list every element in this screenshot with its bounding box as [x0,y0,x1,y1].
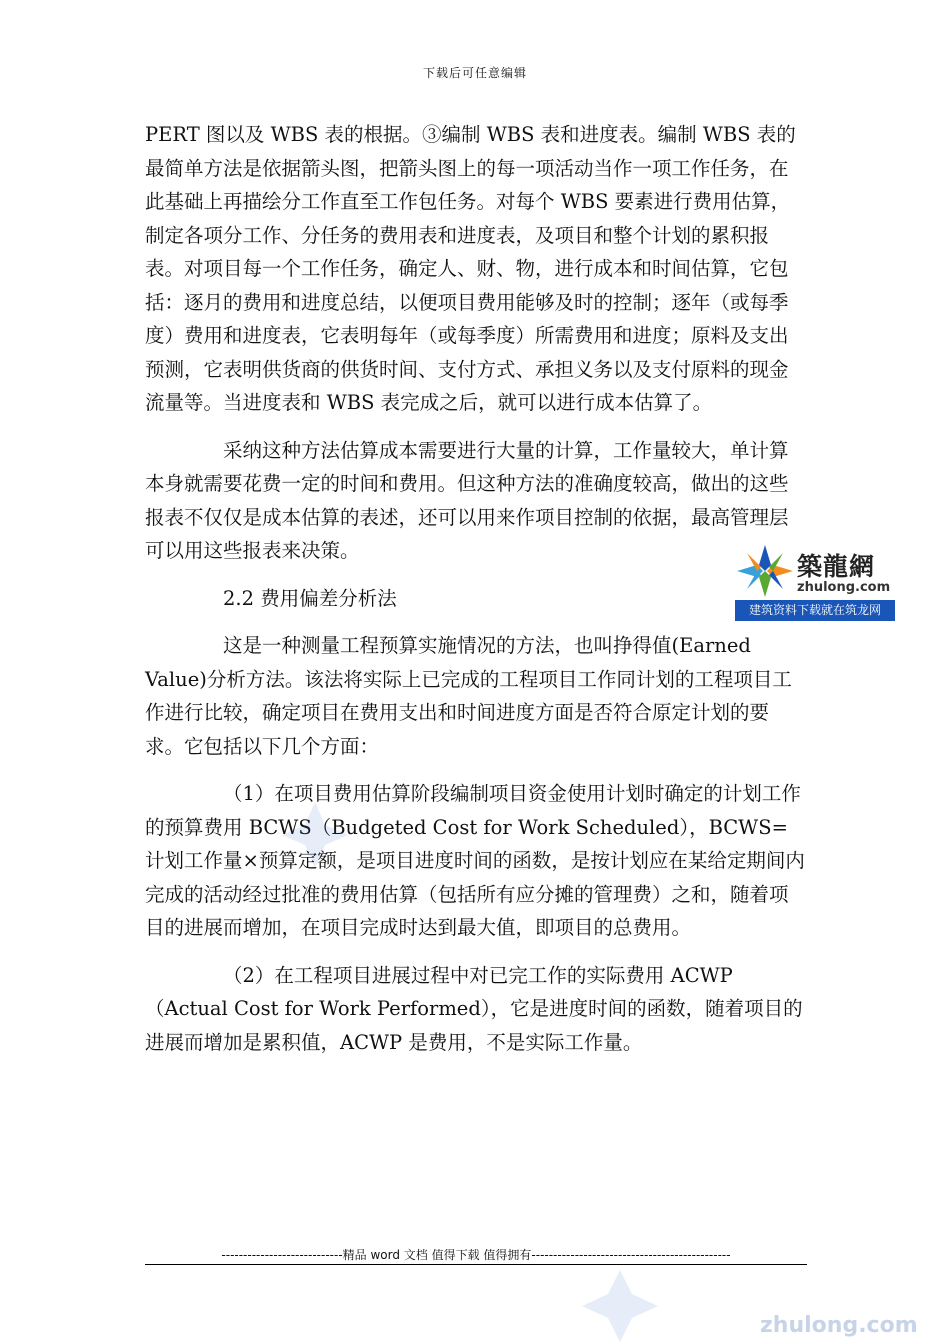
zhulong-logo-title: 築龍網 [797,552,876,581]
page-header: 下载后可任意编辑 [422,66,527,80]
paragraph-earned-value: 这是一种测量工程预算实施情况的方法，也叫挣得值(Earned Value)分析方法。该法将实际上已完成的工程项目工作同计划的工程项目工作进行比较，确定项目在费用支出和时间进度方面是否符合原定计划的要求。它包括以下几个方面： [145,634,792,758]
paragraph-bcws: （1）在项目费用估算阶段编制项目资金使用计划时确定的计划工作的预算费用 BCWS（Budgeted Cost for Work Scheduled），BCWS=计划工作量×预算定额，是项目进度时间的函数，是按计划应在某给定期间内完成的活动经过批准的费用估算（包括所有应分摊的管理费）之和，随着项目的进展而增加，在项目完成时达到最大值，即项目的总费用。 [145,782,805,939]
footer-divider [145,1264,807,1265]
paragraph-method-evaluation: 采纳这种方法估算成本需要进行大量的计算，工作量较大，单计算本身就需要花费一定的时间和费用。但这种方法的准确度较高，做出的这些报表不仅仅是成本估算的表述，还可以用来作项目控制的依据，最高管理层可以用这些报表来决策。 [145,438,789,562]
zhulong-logo [735,543,895,623]
zhulong-logo-banner: 建筑资料下载就在筑龙网 [735,600,895,621]
section-heading: 2.2 费用偏差分析法 [223,586,397,610]
paragraph-acwp: （2）在工程项目进展过程中对已完工作的实际费用 ACWP（Actual Cost for Work Performed），它是进度时间的函数，随着项目的进展而增加是累积值，ACWP 是费用，不是实际工作量。 [145,963,803,1054]
paragraph-wbs: PERT 图以及 WBS 表的根据。③编制 WBS 表和进度表。编制 WBS 表的最简单方法是依据箭头图，把箭头图上的每一项活动当作一项工作任务，在此基础上再描绘分工作直至工作包任务。对每个 WBS 要素进行费用估算，制定各项分工作、分任务的费用表和进度表，及项目和整个计划的累积报表。对项目每一个工作任务，确定人、财、物，进行成本和时间估算，它包括：逐月的费用和进度总结，以便项目费用能够及时的控制；逐年（或每季度）费用和进度表，它表明每年（或每季度）所需费用和进度；原料及支出预测，它表明供货商的供货时间、支付方式、承担义务以及支付原料的现金流量等。当进度表和 WBS 表完成之后，就可以进行成本估算了。 [145,123,796,414]
document-body [145,118,805,1059]
zhulong-logo-site: zhulong.com [797,580,891,595]
page-footer: ----------------------------精品 word 文档 值得下载 值得拥有---------------------------------------------- [221,1248,731,1262]
zhulong-star-icon [735,543,795,599]
faint-watermark-icon-bottom [580,1268,660,1344]
faint-watermark-site: zhulong.com [760,1313,918,1338]
